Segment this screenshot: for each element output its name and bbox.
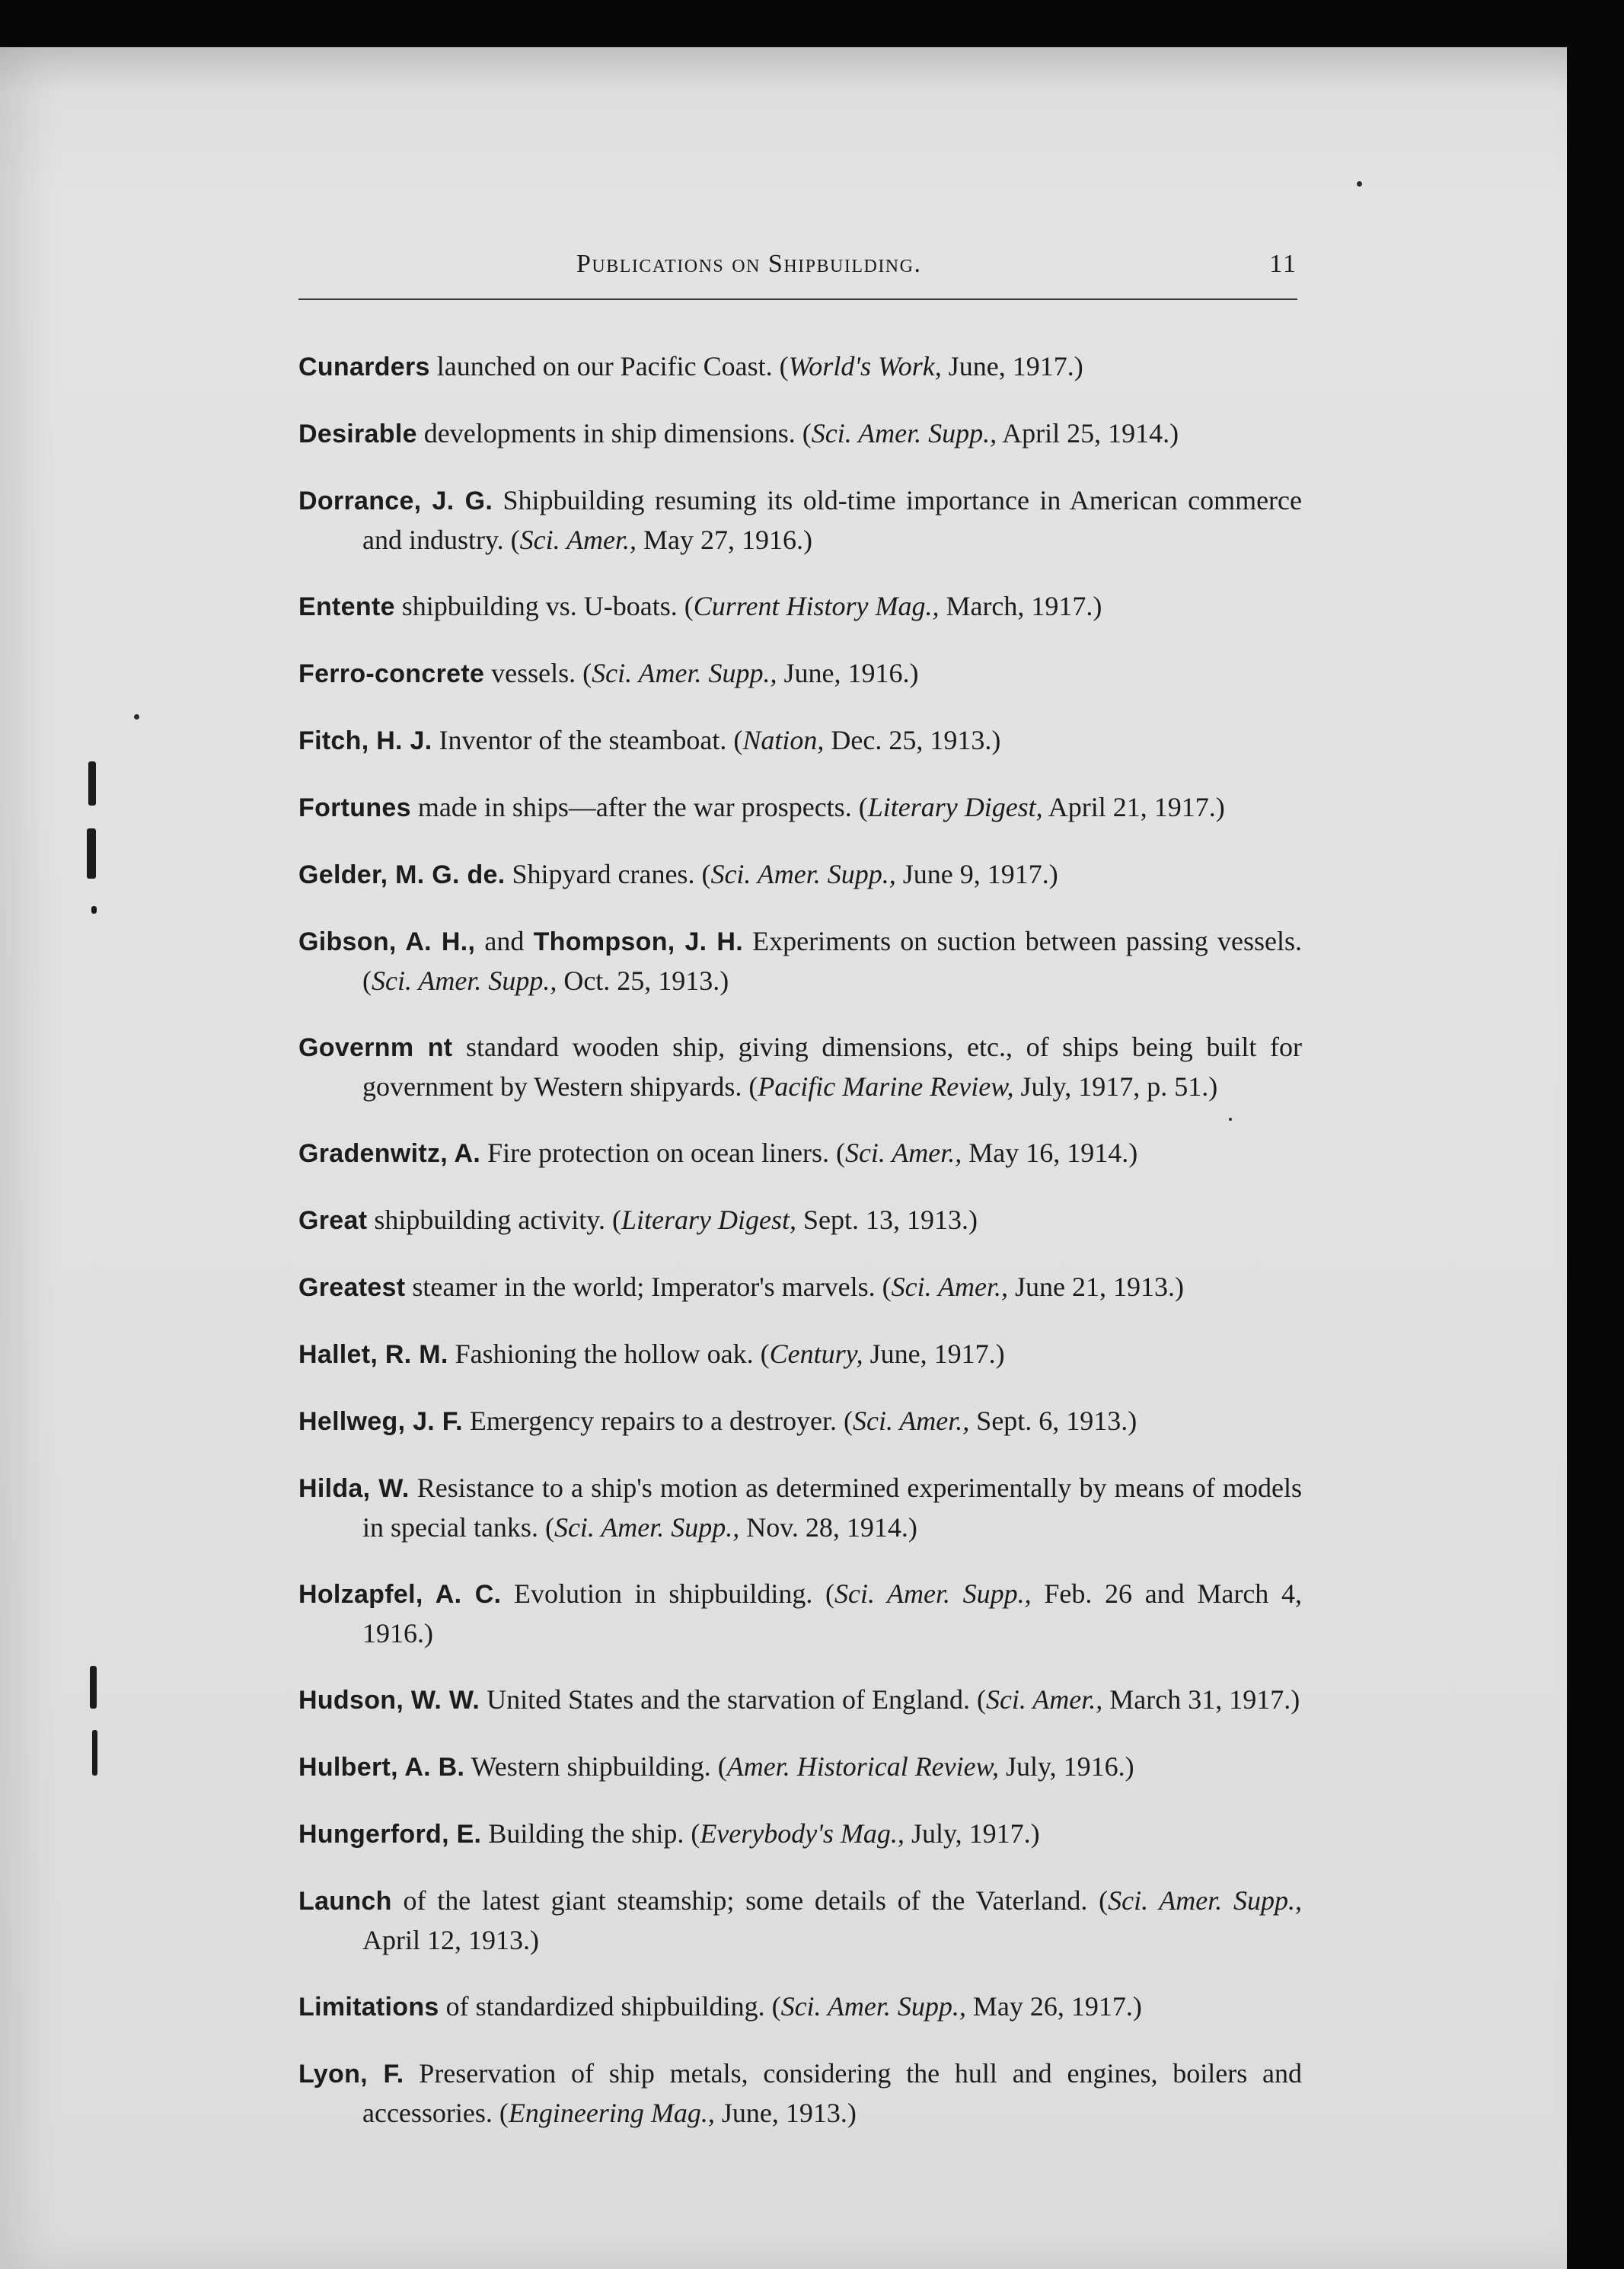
entry-date: March, 1917.) bbox=[939, 591, 1102, 621]
scan-top-border bbox=[0, 0, 1624, 53]
entry-source: Sci. Amer., bbox=[844, 1138, 962, 1168]
entry-author: Gelder, M. G. de. bbox=[298, 860, 506, 889]
entry-date: July, 1917.) bbox=[904, 1818, 1040, 1849]
entry-source: Sci. Amer. Supp., bbox=[710, 859, 896, 889]
entry-title: Emergency repairs to a destroyer. ( bbox=[462, 1406, 853, 1436]
entry-title: developments in ship dimensions. ( bbox=[416, 418, 812, 448]
bibliography-list bbox=[298, 320, 1302, 2141]
bibliography-entry bbox=[298, 1402, 1302, 1441]
bibliography-entry bbox=[298, 1268, 1302, 1307]
entry-source: Sci. Amer. Supp., bbox=[372, 965, 557, 996]
bibliography-entry bbox=[298, 1575, 1302, 1653]
entry-author: Desirable bbox=[298, 420, 417, 448]
header-rule bbox=[298, 298, 1297, 300]
bibliography-entry bbox=[298, 1987, 1302, 2027]
entry-coauthor: Thompson, J. H. bbox=[533, 927, 743, 956]
entry-author: Entente bbox=[298, 592, 395, 621]
entry-date: Feb. 26 and March 4, 1916.) bbox=[362, 1578, 1302, 1648]
entry-source: Amer. Historical Review, bbox=[726, 1751, 999, 1782]
entry-date: April 12, 1913.) bbox=[362, 1925, 539, 1955]
entry-author: Limitations bbox=[298, 1993, 439, 2022]
entry-date: March 31, 1917.) bbox=[1102, 1684, 1300, 1715]
bibliography-entry bbox=[298, 721, 1302, 761]
entry-source: Sci. Amer. Supp., bbox=[1108, 1885, 1302, 1916]
scan-right-border bbox=[1567, 47, 1624, 2269]
entry-title: vessels. ( bbox=[484, 658, 592, 688]
entry-date: Sept. 6, 1913.) bbox=[969, 1406, 1137, 1436]
entry-author: Hilda, W. bbox=[298, 1474, 410, 1503]
bibliography-entry bbox=[298, 654, 1302, 694]
entry-date: June 21, 1913.) bbox=[1007, 1272, 1184, 1302]
entry-source: Sci. Amer., bbox=[985, 1684, 1103, 1715]
bibliography-entry bbox=[298, 788, 1302, 828]
entry-source: Sci. Amer. Supp., bbox=[834, 1578, 1032, 1609]
entry-source: Nation, bbox=[742, 725, 825, 755]
entry-source: Literary Digest, bbox=[621, 1205, 796, 1235]
entry-title: Western shipbuilding. ( bbox=[464, 1751, 727, 1782]
entry-source: Literary Digest, bbox=[867, 792, 1043, 822]
entry-date: May 27, 1916.) bbox=[636, 525, 812, 555]
entry-source: Pacific Marine Review, bbox=[758, 1071, 1014, 1102]
entry-source: Sci. Amer. Supp., bbox=[554, 1512, 740, 1543]
entry-author: Hulbert, A. B. bbox=[298, 1753, 465, 1782]
entry-title: Shipbuilding resuming its old-time importance in American commerce and industry. ( bbox=[362, 485, 1302, 555]
entry-date: June, 1917.) bbox=[941, 351, 1083, 381]
entry-date: June, 1913.) bbox=[714, 2098, 857, 2128]
entry-title: Preservation of ship metals, considering the hull and engines, boilers and accessories. ( bbox=[362, 2058, 1302, 2128]
entry-title: Fashioning the hollow oak. ( bbox=[448, 1339, 770, 1369]
bibliography-entry bbox=[298, 414, 1302, 454]
entry-date: Dec. 25, 1913.) bbox=[824, 725, 1001, 755]
entry-author: Hellweg, J. F. bbox=[298, 1407, 463, 1436]
entry-source: Sci. Amer., bbox=[891, 1272, 1008, 1302]
entry-source: Sci. Amer. Supp., bbox=[592, 658, 777, 688]
scan-speck bbox=[1357, 181, 1362, 187]
entry-date: June, 1916.) bbox=[777, 658, 919, 688]
entry-date: April 25, 1914.) bbox=[997, 418, 1179, 448]
entry-author: Gibson, A. H., bbox=[298, 927, 476, 956]
margin-mark bbox=[87, 828, 96, 879]
bibliography-entry bbox=[298, 481, 1302, 560]
bibliography-entry bbox=[298, 922, 1302, 1000]
entry-author: Lyon, F. bbox=[298, 2060, 404, 2089]
entry-title: shipbuilding vs. U-boats. ( bbox=[394, 591, 694, 621]
entry-date: April 21, 1917.) bbox=[1042, 792, 1225, 822]
entry-source: World's Work, bbox=[788, 351, 942, 381]
entry-author: Greatest bbox=[298, 1273, 406, 1302]
entry-date: May 16, 1914.) bbox=[962, 1138, 1138, 1168]
entry-title: Building the ship. ( bbox=[481, 1818, 700, 1849]
running-head: Publications on Shipbuilding. bbox=[576, 250, 922, 278]
entry-source: Current History Mag., bbox=[693, 591, 940, 621]
margin-mark bbox=[90, 1666, 97, 1709]
bibliography-entry bbox=[298, 1469, 1302, 1547]
entry-date: Sept. 13, 1913.) bbox=[796, 1205, 978, 1235]
entry-author: Dorrance, J. G. bbox=[298, 487, 493, 515]
bibliography-entry bbox=[298, 1201, 1302, 1240]
entry-author: Governm nt bbox=[298, 1033, 453, 1062]
page-header bbox=[298, 250, 1297, 288]
entry-date: Nov. 28, 1914.) bbox=[739, 1512, 917, 1543]
entry-author: Hallet, R. M. bbox=[298, 1340, 448, 1369]
entry-title: launched on our Pacific Coast. ( bbox=[429, 351, 789, 381]
entry-date: Oct. 25, 1913.) bbox=[557, 965, 729, 996]
scan-speck bbox=[134, 714, 139, 720]
bibliography-entry bbox=[298, 1747, 1302, 1787]
entry-author: Hudson, W. W. bbox=[298, 1686, 480, 1715]
bibliography-entry bbox=[298, 1881, 1302, 1960]
margin-mark bbox=[92, 1730, 97, 1776]
bibliography-entry bbox=[298, 587, 1302, 627]
entry-author: Great bbox=[298, 1206, 368, 1235]
entry-source: Sci. Amer., bbox=[852, 1406, 970, 1436]
entry-author: Fitch, H. J. bbox=[298, 726, 432, 755]
entry-date: June, 1917.) bbox=[863, 1339, 1005, 1369]
margin-mark bbox=[88, 761, 96, 806]
entry-title: Inventor of the steamboat. ( bbox=[432, 725, 743, 755]
bibliography-entry bbox=[298, 1680, 1302, 1720]
bibliography-entry bbox=[298, 2054, 1302, 2133]
bibliography-entry bbox=[298, 1028, 1302, 1106]
entry-title: of standardized shipbuilding. ( bbox=[439, 1991, 781, 2022]
bibliography-entry bbox=[298, 855, 1302, 895]
entry-author: Launch bbox=[298, 1887, 392, 1916]
entry-source: Sci. Amer. Supp., bbox=[811, 418, 997, 448]
entry-source: Everybody's Mag., bbox=[700, 1818, 905, 1849]
bibliography-entry bbox=[298, 1335, 1302, 1374]
entry-title: made in ships—after the war prospects. ( bbox=[410, 792, 868, 822]
entry-title: shipbuilding activity. ( bbox=[367, 1205, 621, 1235]
entry-source: Century, bbox=[769, 1339, 863, 1369]
entry-source: Sci. Amer. Supp., bbox=[780, 1991, 966, 2022]
entry-date: June 9, 1917.) bbox=[895, 859, 1058, 889]
page-number: 11 bbox=[1269, 250, 1297, 278]
bibliography-entry bbox=[298, 1134, 1302, 1173]
entry-title-cont: Experiments on suction between passing vessels. ( bbox=[362, 926, 1302, 996]
entry-title: and bbox=[475, 926, 534, 956]
entry-author: Fortunes bbox=[298, 793, 411, 822]
entry-author: Cunarders bbox=[298, 353, 430, 381]
entry-title: Fire protection on ocean liners. ( bbox=[480, 1138, 845, 1168]
entry-date: May 26, 1917.) bbox=[965, 1991, 1142, 2022]
margin-mark bbox=[91, 906, 97, 914]
entry-title: steamer in the world; Imperator's marvels. ( bbox=[405, 1272, 892, 1302]
bibliography-entry bbox=[298, 1814, 1302, 1854]
entry-date: July, 1917, p. 51.) bbox=[1013, 1071, 1218, 1102]
entry-source: Engineering Mag., bbox=[508, 2098, 715, 2128]
entry-title: United States and the starvation of England. ( bbox=[480, 1684, 986, 1715]
bibliography-entry bbox=[298, 347, 1302, 387]
entry-author: Holzapfel, A. C. bbox=[298, 1580, 502, 1609]
entry-author: Gradenwitz, A. bbox=[298, 1139, 481, 1168]
entry-title: Resistance to a ship's motion as determined experimentally by means of models in special tanks. ( bbox=[362, 1473, 1302, 1543]
entry-author: Ferro-concrete bbox=[298, 659, 485, 688]
entry-title: Evolution in shipbuilding. ( bbox=[501, 1578, 835, 1609]
entry-date: July, 1916.) bbox=[998, 1751, 1134, 1782]
entry-source: Sci. Amer., bbox=[519, 525, 637, 555]
entry-title: of the latest giant steamship; some details of the Vaterland. ( bbox=[391, 1885, 1109, 1916]
entry-author: Hungerford, E. bbox=[298, 1820, 482, 1849]
entry-title: standard wooden ship, giving dimensions, etc., of ships being built for government by Western shipyards. ( bbox=[362, 1032, 1302, 1102]
entry-title: Shipyard cranes. ( bbox=[505, 859, 711, 889]
